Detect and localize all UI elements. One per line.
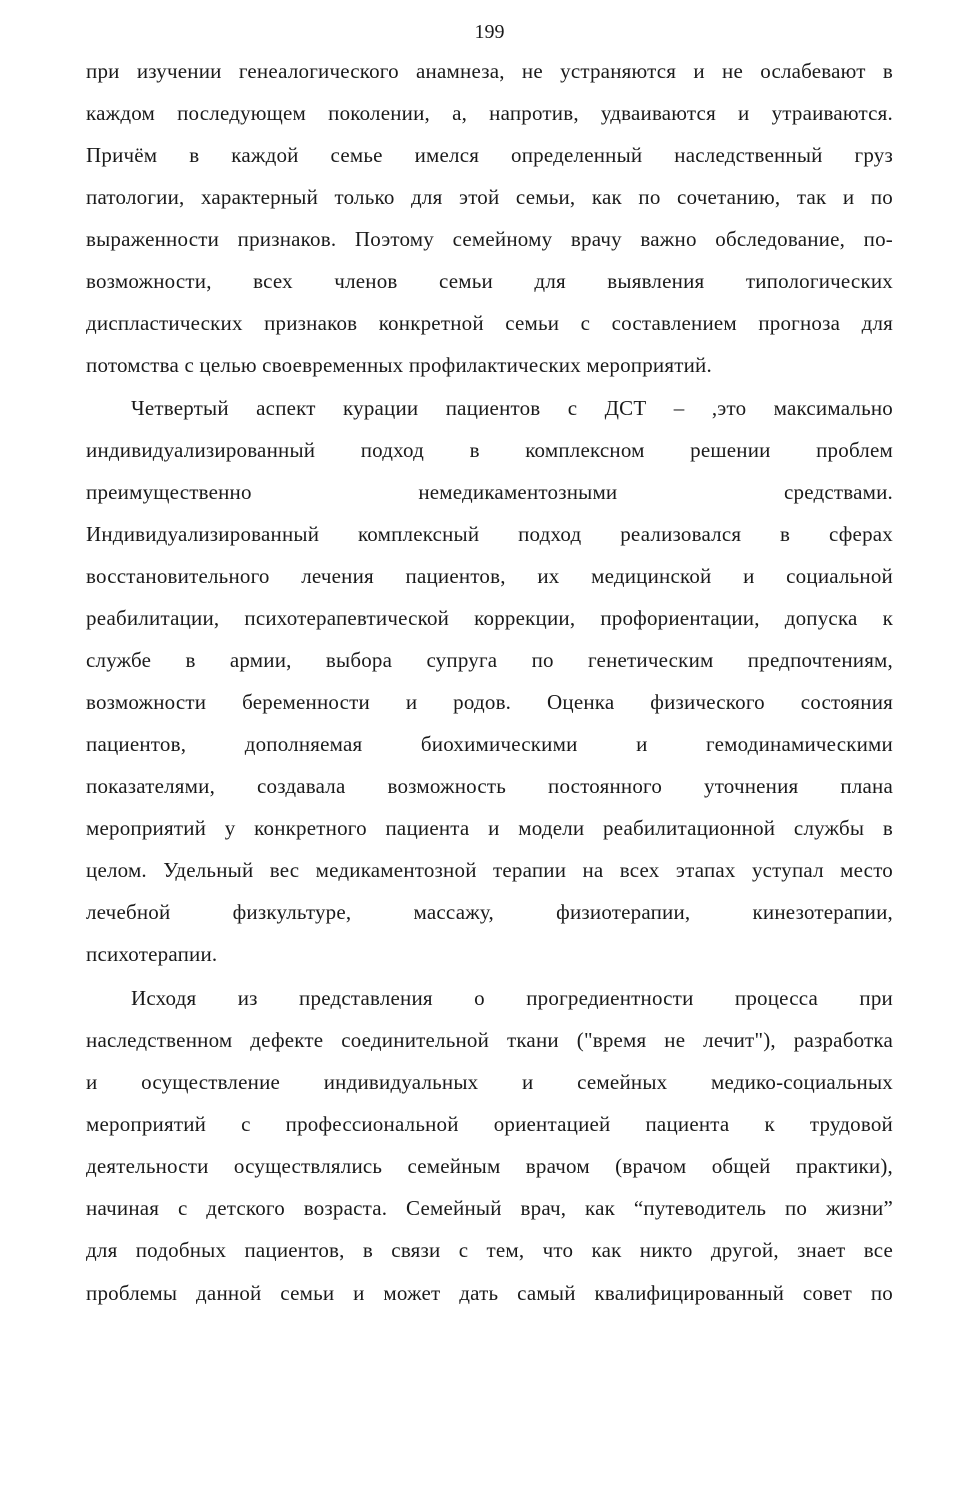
text-line: мероприятий у конкретного пациента и модели реабилитационной службы в <box>86 816 893 840</box>
text-line: деятельности осуществлялись семейным врачом (врачом общей практики), <box>86 1154 893 1178</box>
text-line: Четвертый аспект курации пациентов с ДСТ – ,это максимально <box>131 396 893 420</box>
text-line: проблемы данной семьи и может дать самый квалифицированный совет по <box>86 1281 893 1305</box>
text-line: показателями, создавала возможность постоянного уточнения плана <box>86 774 893 798</box>
text-line: мероприятий с профессиональной ориентацией пациента к трудовой <box>86 1112 893 1136</box>
text-line: лечебной физкультуре, массажу, физиотерапии, кинезотерапии, <box>86 900 893 924</box>
text-line: патологии, характерный только для этой семьи, как по сочетанию, так и по <box>86 185 893 209</box>
text-line: возможности, всех членов семьи для выявления типологических <box>86 269 893 293</box>
text-line: начиная с детского возраста. Семейный врач, как “путеводитель по жизни” <box>86 1196 893 1220</box>
text-line: и осуществление индивидуальных и семейных медико-социальных <box>86 1070 893 1094</box>
text-line: каждом последующем поколении, а, напротив, удваиваются и утраиваются. <box>86 101 893 125</box>
text-line: для подобных пациентов, в связи с тем, что как никто другой, знает все <box>86 1238 893 1262</box>
text-line: возможности беременности и родов. Оценка физического состояния <box>86 690 893 714</box>
text-line: Исходя из представления о прогредиентности процесса при <box>131 986 893 1010</box>
text-line: наследственном дефекте соединительной ткани ("время не лечит"), разработка <box>86 1028 893 1052</box>
text-line: потомства с целью своевременных профилактических мероприятий. <box>86 353 712 377</box>
text-line: Причём в каждой семье имелся определенный наследственный груз <box>86 143 893 167</box>
page-number: 199 <box>474 21 505 43</box>
text-line: пациентов, дополняемая биохимическими и гемодинамическими <box>86 732 893 756</box>
text-line: Индивидуализированный комплексный подход реализовался в сферах <box>86 522 893 546</box>
text-line: целом. Удельный вес медикаментозной терапии на всех этапах уступал место <box>86 858 893 882</box>
text-line: реабилитации, психотерапевтической коррекции, профориентации, допуска к <box>86 606 893 630</box>
text-line: психотерапии. <box>86 942 218 966</box>
text-line: восстановительного лечения пациентов, их медицинской и социальной <box>86 564 893 588</box>
text-line: службе в армии, выбора супруга по генетическим предпочтениям, <box>86 648 893 672</box>
text-line: преимущественно немедикаментозными средствами. <box>86 480 893 504</box>
text-line: индивидуализированный подход в комплексном решении проблем <box>86 438 893 462</box>
text-line: при изучении генеалогического анамнеза, не устраняются и не ослабевают в <box>86 59 893 83</box>
text-line: диспластических признаков конкретной семьи с составлением прогноза для <box>86 311 893 335</box>
text-line: выраженности признаков. Поэтому семейному врачу важно обследование, по- <box>86 227 893 251</box>
